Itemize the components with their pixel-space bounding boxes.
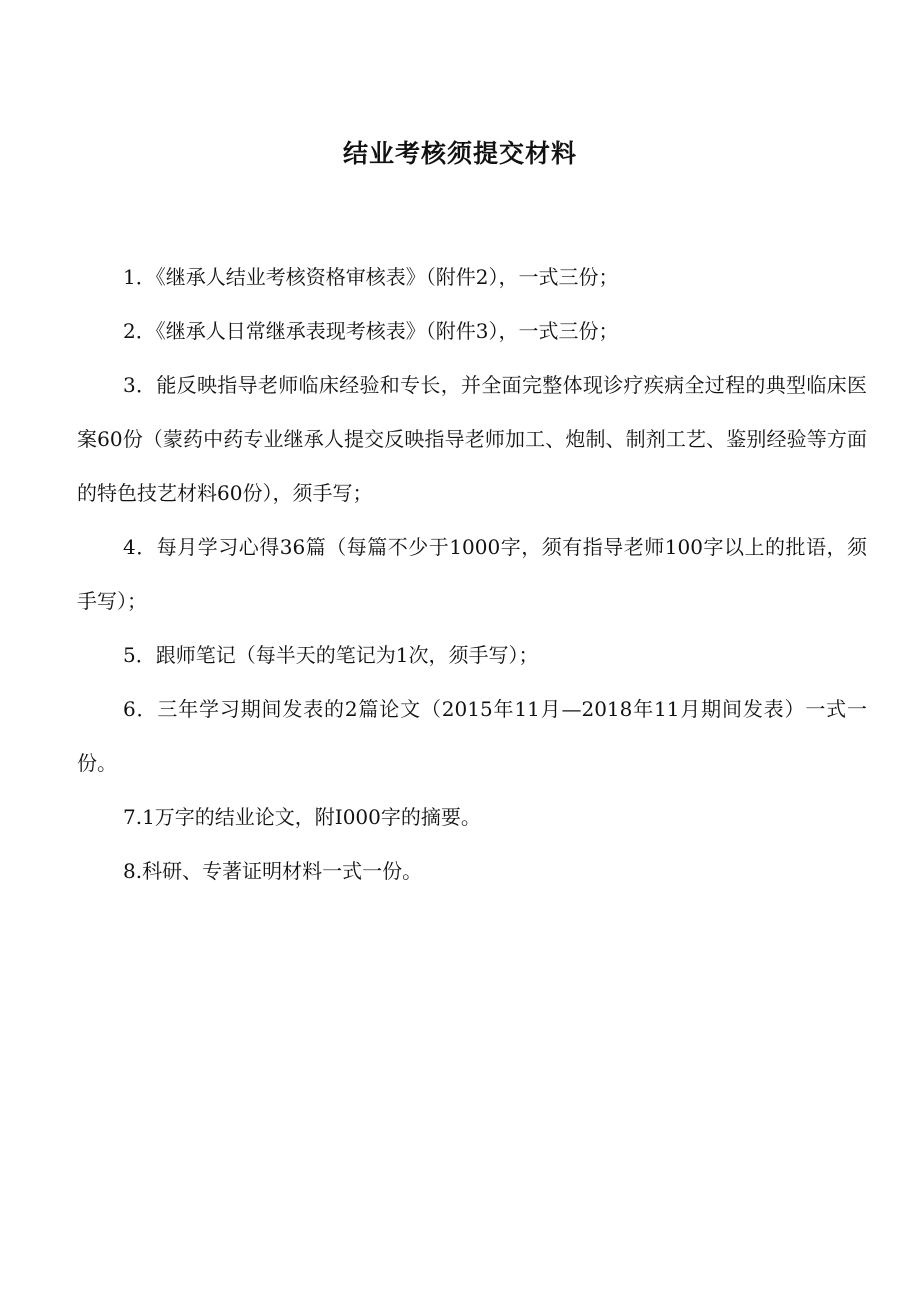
list-item-2: 2．《继承人日常继承表现考核表》（附件3），一式三份；: [123, 319, 619, 343]
document-body: [77, 250, 867, 898]
list-item-8: 8.科研、专著证明材料一式一份。: [123, 859, 423, 883]
list-item-3: 3．能反映指导老师临床经验和专长，并全面完整体现诊疗疾病全过程的典型临床医案60份（蒙药中药专业继承人提交反映指导老师加工、炮制、制剂工艺、鉴别经验等方面的特色技艺材料60份），须手写；: [77, 373, 867, 505]
list-item-5: 5．跟师笔记（每半天的笔记为1次，须手写）；: [123, 643, 539, 667]
list-item-1: 1．《继承人结业考核资格审核表》（附件2），一式三份；: [123, 265, 619, 289]
list-item-6: 6．三年学习期间发表的2篇论文（2015年11月—2018年11月期间发表）一式一份。: [77, 697, 867, 775]
list-item-7: 7.1万字的结业论文，附I000字的摘要。: [123, 805, 481, 829]
document-title: 结业考核须提交材料: [342, 139, 577, 168]
list-item-4: 4．每月学习心得36篇（每篇不少于1000字，须有指导老师100字以上的批语，须手写）；: [77, 535, 867, 613]
